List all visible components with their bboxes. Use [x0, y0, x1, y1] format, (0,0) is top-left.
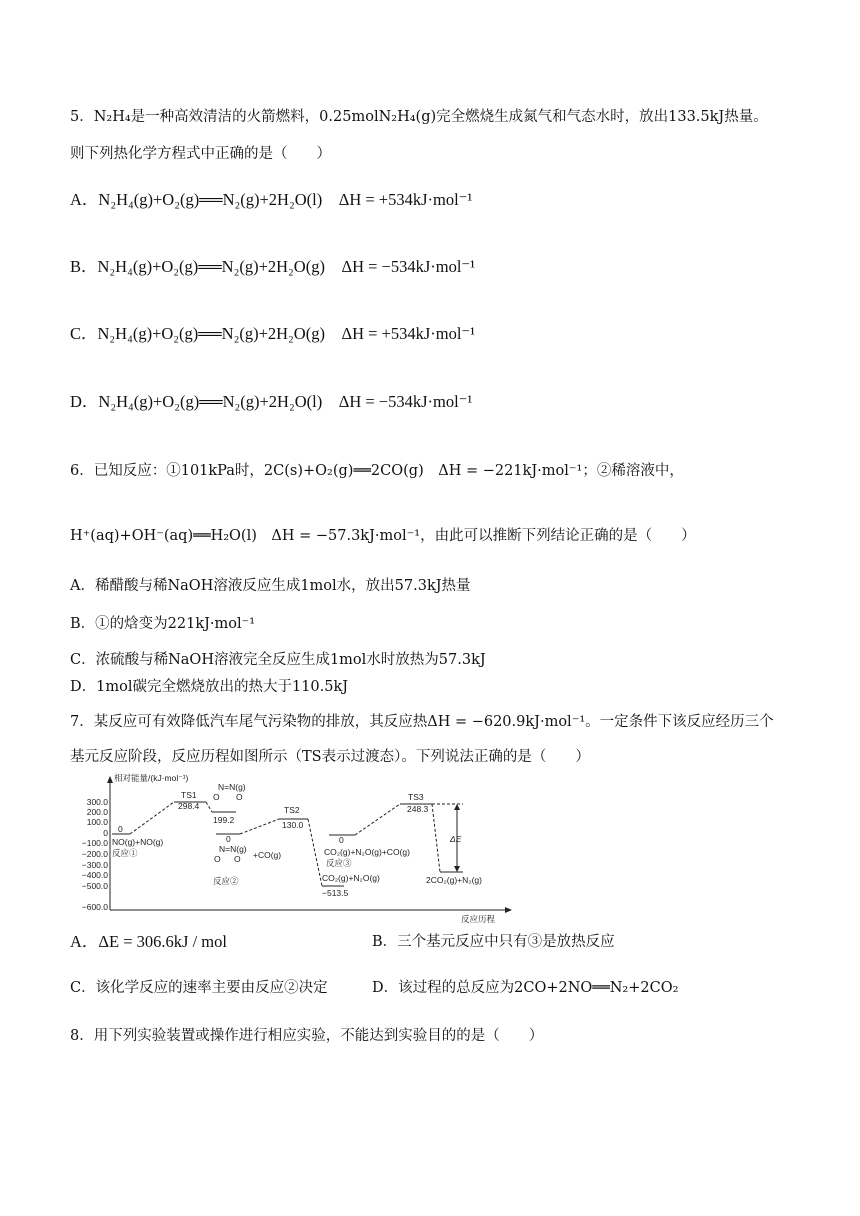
ts2-name: TS2	[284, 805, 300, 815]
path-r2-ts2	[240, 819, 279, 834]
q7-stem-line2: 基元反应阶段，反应历程如图所示（TS表示过渡态）。下列说法正确的是（ ）	[70, 749, 590, 765]
ts2-value: 130.0	[282, 820, 304, 830]
q7-stem-line1: 7．某反应可有效降低汽车尾气污染物的排放，其反应热ΔH = −620.9kJ·mol⁻¹。一定条件下该反应经历三个	[70, 714, 774, 730]
q6-option-d: D．1mol碳完全燃烧放出的热大于110.5kJ	[70, 679, 349, 695]
q8-stem-line1: 8．用下列实验装置或操作进行相应实验，不能达到实验目的的是（ ）	[70, 1028, 544, 1044]
x-axis-arrow	[505, 907, 512, 913]
ytick-neg400: −400.0	[81, 870, 108, 880]
q6-stem-line2: H⁺(aq)+OH⁻(aq)══H₂O(l) ΔH = −57.3kJ·mol⁻¹，由此可以推断下列结论正确的是（ ）	[70, 528, 696, 544]
int1-value: 199.2	[213, 815, 235, 825]
ytick-100: 100.0	[86, 817, 108, 827]
q5-stem-line1: 5．N₂H₄是一种高效清洁的火箭燃料，0.25molN₂H₄(g)完全燃烧生成氮气和气态水时，放出133.5kJ热量。	[70, 109, 768, 125]
int1-o-right: O	[236, 792, 243, 802]
r3-species: CO₂(g)+N₂O(g)+CO(g)	[324, 847, 410, 857]
r1-species: NO(g)+NO(g)	[112, 837, 164, 847]
ytick-200: 200.0	[86, 807, 108, 817]
ts1-value: 298.4	[178, 801, 200, 811]
delta-e-label: ΔE	[450, 834, 462, 844]
path-ts3-p3	[432, 804, 440, 872]
y-axis-label: 相对能量/(kJ·mol⁻¹)	[114, 773, 189, 783]
ytick-neg200: −200.0	[81, 849, 108, 859]
x-axis-label: 反应历程	[461, 914, 496, 924]
r1-name: 反应①	[112, 848, 138, 858]
r3-value: 0	[339, 835, 344, 845]
r2-species: N=N(g)	[219, 844, 247, 854]
y-axis-arrow	[107, 776, 113, 783]
ytick-neg100: −100.0	[81, 838, 108, 848]
ytick-neg300: −300.0	[81, 860, 108, 870]
q6-option-b: B．①的焓变为221kJ·mol⁻¹	[70, 616, 256, 632]
reaction-energy-diagram	[68, 772, 518, 924]
r1-value: 0	[118, 824, 123, 834]
q7-option-a: A．ΔE = 306.6kJ / mol	[70, 932, 227, 951]
path-r3-ts3	[355, 804, 400, 835]
r2-o-left: O	[214, 854, 221, 864]
path-ts1-int1	[206, 802, 212, 812]
r3-name: 反应③	[326, 858, 352, 868]
ytick-neg500: −500.0	[81, 881, 108, 891]
q5-stem-line2: 则下列热化学方程式中正确的是（ ）	[70, 146, 331, 162]
q5-option-c: C．N₂H₄(g)+O₂(g)══N₂(g)+2H₂O(g) ΔH = +534kJ·mol⁻¹	[70, 324, 476, 343]
q5-option-b: B．N₂H₄(g)+O₂(g)══N₂(g)+2H₂O(g) ΔH = −534kJ·mol⁻¹	[70, 257, 476, 276]
int1-species: N=N(g)	[218, 782, 246, 792]
p3-species: 2CO₂(g)+N₂(g)	[426, 875, 482, 885]
q5-option-d: D．N₂H₄(g)+O₂(g)══N₂(g)+2H₂O(l) ΔH = −534kJ·mol⁻¹	[70, 392, 473, 411]
r2-value: 0	[226, 834, 231, 844]
q7-option-b: B．三个基元反应中只有③是放热反应	[372, 934, 615, 950]
q5-option-a: A．N₂H₄(g)+O₂(g)══N₂(g)+2H₂O(l) ΔH = +534kJ·mol⁻¹	[70, 190, 473, 209]
q7-option-d: D．该过程的总反应为2CO+2NO══N₂+2CO₂	[372, 980, 679, 996]
delta-e-arrowhead-up	[454, 804, 460, 810]
ts3-name: TS3	[408, 792, 424, 802]
q6-stem-line1: 6．已知反应：①101kPa时，2C(s)+O₂(g)══2CO(g) ΔH = −221kJ·mol⁻¹；②稀溶液中，	[70, 463, 684, 479]
int1-o-left: O	[213, 792, 220, 802]
q6-option-a: A．稀醋酸与稀NaOH溶液反应生成1mol水，放出57.3kJ热量	[70, 578, 471, 594]
ytick-0: 0	[103, 828, 108, 838]
ytick-300: 300.0	[86, 797, 108, 807]
r2-species-b: +CO(g)	[253, 850, 282, 860]
q7-option-c: C．该化学反应的速率主要由反应②决定	[70, 980, 328, 996]
p2-value: −513.5	[322, 888, 349, 898]
path-r1-ts1	[130, 802, 174, 834]
q6-option-c: C．浓硫酸与稀NaOH溶液完全反应生成1mol水时放热为57.3kJ	[70, 652, 486, 668]
ytick-neg600: −600.0	[81, 902, 108, 912]
ts1-name: TS1	[181, 790, 197, 800]
p2-species: CO₂(g)+N₂O(g)	[322, 873, 380, 883]
delta-e-arrowhead-down	[454, 866, 460, 872]
path-ts2-p2	[308, 819, 322, 886]
r2-o-right: O	[234, 854, 241, 864]
ts3-value: 248.3	[407, 804, 429, 814]
r2-name: 反应②	[213, 876, 239, 886]
